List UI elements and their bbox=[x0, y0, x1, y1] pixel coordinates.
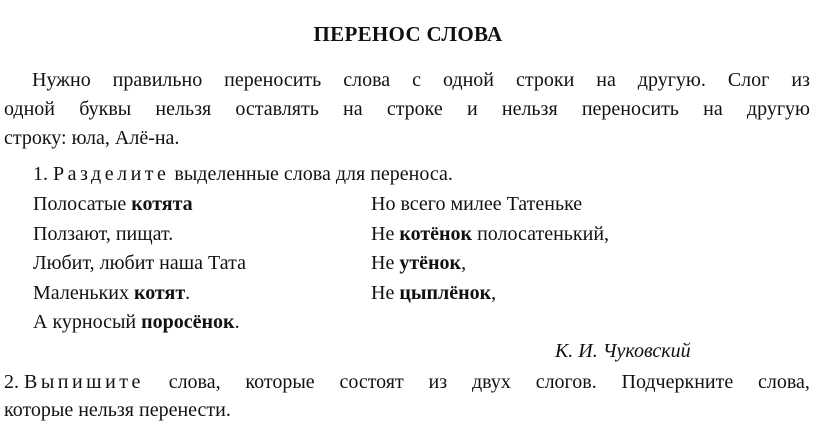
poem-line: Любит, любит наша Тата bbox=[33, 252, 246, 274]
task-1-verb: Разделите bbox=[53, 163, 170, 185]
poem-line: Маленьких котят. bbox=[33, 281, 191, 304]
poem-right-column bbox=[371, 190, 609, 308]
poem-author: К. И. Чуковский bbox=[555, 340, 691, 362]
poem-line: Полосатые котята bbox=[33, 193, 193, 215]
task-1-text: выделенные слова для переноса. bbox=[169, 163, 453, 185]
poem-line: Не утёнок, bbox=[371, 252, 467, 274]
intro-line-1: Нужно правильно переносить слова с одной строки на другую. Слог из bbox=[32, 69, 810, 91]
task-2-line-2: которые нельзя перенести. bbox=[4, 399, 231, 421]
poem-left-column bbox=[33, 190, 246, 338]
task-2 bbox=[4, 368, 810, 424]
task-1-number: 1. bbox=[33, 163, 53, 185]
poem-line: Ползают, пищат. bbox=[33, 222, 174, 245]
task-2-verb: Выпишите bbox=[24, 371, 144, 393]
task-2-number: 2. bbox=[4, 371, 24, 393]
task-1 bbox=[33, 160, 453, 189]
poem-line: Но всего милее Татеньке bbox=[371, 193, 583, 215]
intro-line-3: строку: юла, Алё-на. bbox=[4, 127, 180, 149]
page-title: ПЕРЕНОС СЛОВА bbox=[313, 22, 503, 46]
intro-paragraph bbox=[4, 66, 810, 153]
poem-line: Не котёнок полосатенький, bbox=[371, 222, 610, 245]
intro-line-2: одной буквы нельзя оставлять на строке и нельзя переносить на другую bbox=[4, 98, 810, 120]
poem-line: А курносый поросёнок. bbox=[33, 311, 240, 333]
poem-line: Не цыплёнок, bbox=[371, 281, 497, 304]
task-2-line-1: 2. Выпишите слова, которые состоят из двух слогов. Подчеркните слова, bbox=[4, 371, 810, 393]
